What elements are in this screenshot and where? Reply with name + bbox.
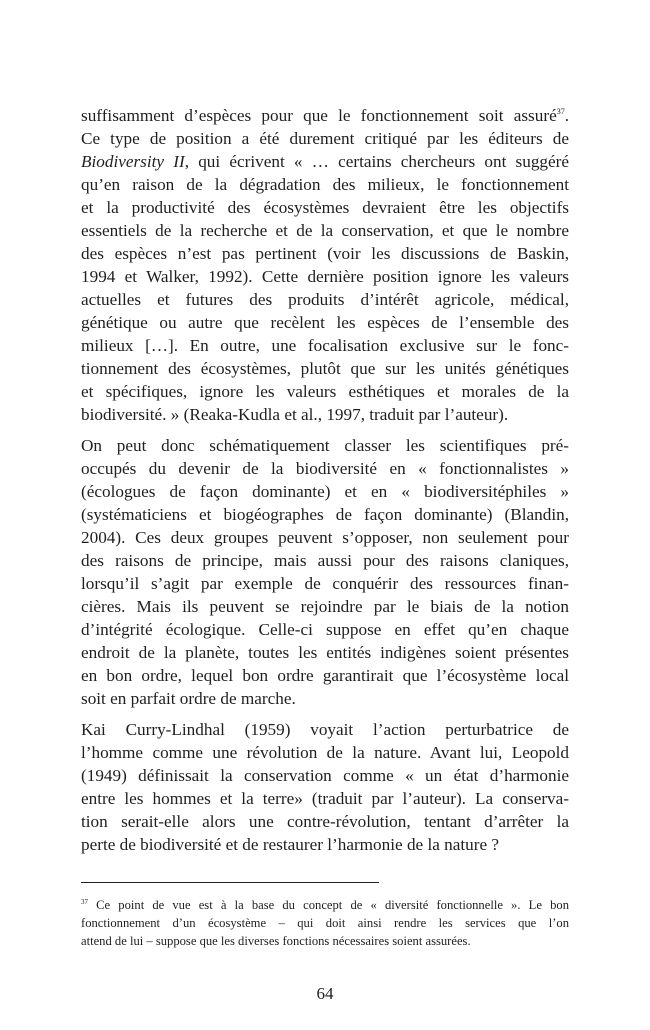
text-segment: actuelles et futures des produits d’intérêt agricole, médical,: [81, 290, 569, 309]
text-line: [81, 833, 569, 856]
footnote-marker: 37: [556, 107, 565, 116]
text-segment: et spécifiques, ignore les valeurs esthétiques et morales de la: [81, 382, 569, 401]
text-segment: l’homme comme une révolution de la nature. Avant lui, Leopold: [81, 743, 569, 762]
italic-title: Biodiversity II: [81, 152, 185, 171]
text-segment: endroit de la planète, toutes les entités indigènes soient présentes: [81, 643, 569, 662]
text-segment: entre les hommes et la terre» (traduit par l’auteur). La conserva-: [81, 789, 569, 808]
body-text: [81, 104, 569, 864]
footnote-marker: 37: [81, 898, 88, 906]
text-line: [81, 357, 569, 380]
text-line: [81, 932, 569, 950]
text-segment: et la productivité des écosystèmes devraient être les objectifs: [81, 198, 569, 217]
text-line: [81, 741, 569, 764]
text-line: [81, 219, 569, 242]
text-segment: Ce point de vue est à la base du concept de « diversité fonctionnelle ». Le bon: [88, 898, 569, 912]
text-line: [81, 718, 569, 741]
text-segment: 2004). Ces deux groupes peuvent s’opposer, non seulement pour: [81, 528, 569, 547]
text-segment: lorsqu’il s’agit par exemple de conquérir des ressources finan-: [81, 574, 569, 593]
text-segment: essentiels de la recherche et de la conservation, et que le nombre: [81, 221, 569, 240]
text-segment: tion serait-elle alors une contre-révolution, tentant d’arrêter la: [81, 812, 569, 831]
text-segment: biodiversité. » (Reaka-Kudla et al., 1997, traduit par l’auteur).: [81, 405, 509, 424]
text-segment: milieux […]. En outre, une focalisation exclusive sur le fonc-: [81, 336, 569, 355]
text-line: [81, 334, 569, 357]
text-segment: tionnement des écosystèmes, plutôt que sur les unités génétiques: [81, 359, 569, 378]
text-segment: des raisons de principe, mais aussi pour des raisons claniques,: [81, 551, 569, 570]
text-line: [81, 641, 569, 664]
text-segment: .: [564, 106, 569, 125]
text-line: [81, 914, 569, 932]
text-segment: (1949) définissait la conservation comme « un état d’harmonie: [81, 766, 569, 785]
text-segment: en bon ordre, lequel bon ordre garantirait que l’écosystème local: [81, 666, 569, 685]
paragraph: [81, 718, 569, 856]
text-line: [81, 595, 569, 618]
text-segment: (écologues de façon dominante) et en « biodiversitéphiles »: [81, 482, 569, 501]
text-line: [81, 434, 569, 457]
footnote-separator: [81, 882, 379, 883]
text-line: [81, 572, 569, 595]
text-segment: qu’en raison de la dégradation des milieux, le fonctionnement: [81, 175, 569, 194]
text-segment: fonctionnement d’un écosystème – qui doit ainsi rendre les services que l’on: [81, 916, 569, 930]
text-line: [81, 526, 569, 549]
text-line: [81, 810, 569, 833]
text-segment: 1994 et Walker, 1992). Cette dernière position ignore les valeurs: [81, 267, 569, 286]
text-segment: perte de biodiversité et de restaurer l’harmonie de la nature ?: [81, 835, 500, 854]
text-line: [81, 480, 569, 503]
text-line: [81, 196, 569, 219]
text-line: [81, 127, 569, 150]
text-segment: Kai Curry-Lindhal (1959) voyait l’action perturbatrice de: [81, 720, 569, 739]
text-line: [81, 764, 569, 787]
page-number: 64: [316, 984, 334, 1003]
text-line: [81, 403, 569, 426]
text-line: [81, 618, 569, 641]
text-segment: (systématiciens et biogéographes de façon dominante) (Blandin,: [81, 505, 569, 524]
text-line: [81, 288, 569, 311]
paragraph: [81, 434, 569, 710]
text-line: [81, 265, 569, 288]
text-segment: occupés du devenir de la biodiversité en « fonctionnalistes »: [81, 459, 569, 478]
text-line: [81, 503, 569, 526]
text-segment: cières. Mais ils peuvent se rejoindre par le biais de la notion: [81, 597, 569, 616]
text-line: [81, 173, 569, 196]
text-segment: d’intégrité écologique. Celle-ci suppose en effet qu’en chaque: [81, 620, 569, 639]
text-line: [81, 549, 569, 572]
text-segment: soit en parfait ordre de marche.: [81, 689, 296, 708]
text-line: [81, 896, 569, 914]
text-segment: suffisamment d’espèces pour que le fonctionnement soit assuré: [81, 106, 557, 125]
footnote: [81, 896, 569, 950]
text-line: [81, 150, 569, 173]
text-segment: , qui écrivent « … certains chercheurs ont suggéré: [184, 152, 569, 171]
text-line: [81, 664, 569, 687]
text-line: [81, 104, 569, 127]
text-line: [81, 457, 569, 480]
text-line: [81, 687, 569, 710]
text-line: [81, 380, 569, 403]
paragraph: [81, 104, 569, 426]
text-segment: Ce type de position a été durement critiqué par les éditeurs de: [81, 129, 569, 148]
text-segment: attend de lui – suppose que les diverses fonctions nécessaires soient assurées.: [81, 934, 471, 948]
text-line: [81, 787, 569, 810]
text-segment: des espèces n’est pas pertinent (voir les discussions de Baskin,: [81, 244, 569, 263]
text-line: [81, 242, 569, 265]
text-segment: On peut donc schématiquement classer les scientifiques pré-: [81, 436, 569, 455]
text-segment: génétique ou autre que recèlent les espèces de l’ensemble des: [81, 313, 569, 332]
text-line: [81, 311, 569, 334]
